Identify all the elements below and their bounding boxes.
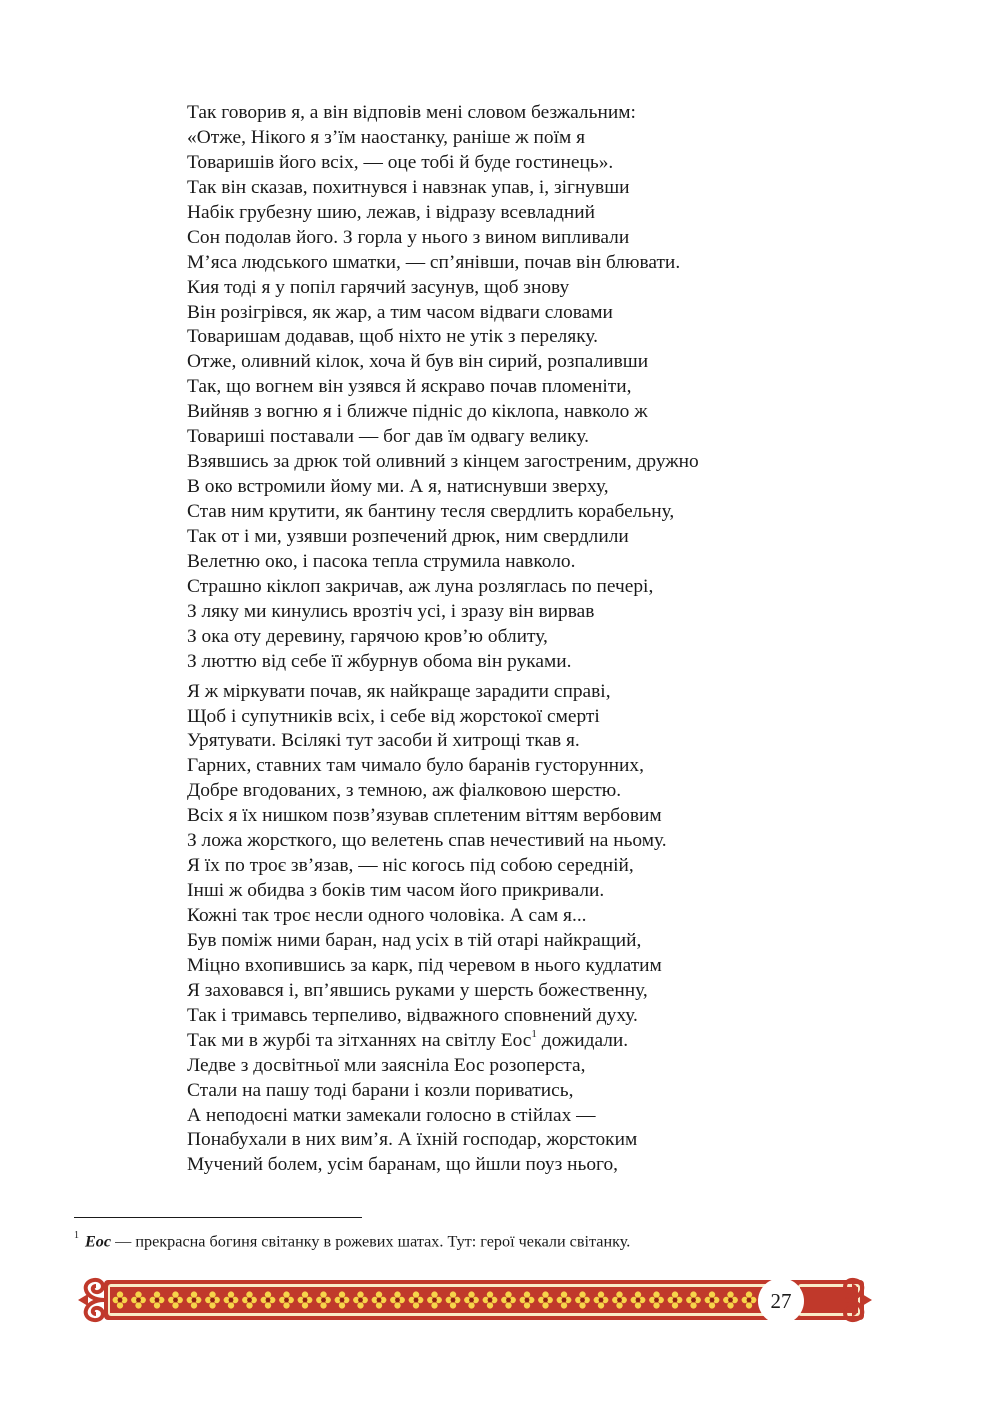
poem-line: Товаришів його всіх, — оце тобі й буде гостинець».: [187, 151, 614, 173]
poem-line: Так от і ми, узявши розпечений дрюк, ним свердлили: [187, 525, 629, 547]
footnote-separator: [74, 1217, 362, 1218]
poem-line: Був поміж ними баран, над усіх в тій отарі найкращий,: [187, 929, 642, 951]
poem-line-continuation: дожидали.: [536, 1029, 629, 1051]
poem-line: З ляку ми кинулись врозтіч усі, і зразу він вирвав: [187, 600, 595, 622]
stanza-2: [187, 680, 827, 1179]
poem-line: Став ним крутити, як бантину тесля свердлить корабельну,: [187, 501, 675, 522]
poem-line: Всіх я їх нишком позв’язував сплетеним віттям вербовим: [187, 805, 662, 827]
poem-line: В око встромили йому ми. А я, натиснувши зверху,: [187, 476, 609, 498]
poem-line: «Отже, Нікого я з’їм наостанку, раніше ж поїм я: [187, 126, 586, 148]
poem-line: Вийняв з вогню я і ближче підніс до кіклопа, навколо ж: [187, 401, 648, 423]
poem-line: Стали на пашу тоді барани і козли пориватись,: [187, 1079, 574, 1101]
poem-line: Він розігрівся, як жар, а тим часом відваги словами: [187, 301, 613, 323]
poem-line: Щоб і супутників всіх, і себе від жорстокої смерті: [187, 705, 600, 727]
poem-line: Сон подолав його. З горла у нього з вином випливали: [187, 226, 630, 248]
poem-line: М’яса людського шматки, — сп’янівши, почав він блювати.: [187, 251, 681, 273]
footnote-marker: 1: [74, 1230, 79, 1241]
stanza-1: [187, 101, 827, 675]
poem-line: Міцно вхопившись за карк, під черевом в нього кудлатим: [187, 954, 662, 976]
poem-line: Так говорив я, а він відповів мені словом безжальним:: [187, 102, 636, 123]
poem-line: Так ми в журбі та зітханнях на світлу Еос$^1$ дожидали.: [187, 1028, 629, 1051]
poem-line: Так і тримавсь терпеливо, відважного сповнений духу.: [187, 1004, 638, 1026]
poem-line: Кожні так троє несли одного чоловіка. А сам я...: [187, 905, 587, 926]
footnote-text: — прекрасна богиня світанку в рожевих шатах. Тут: герої чекали світанку.: [111, 1232, 631, 1251]
poem-line: Страшно кіклоп закричав, аж луна розляглась по печері,: [187, 575, 654, 597]
poem-line: Отже, оливний кілок, хоча й був він сирий, розпаливши: [187, 351, 649, 373]
poem-line: З ложа жорсткого, що велетень спав нечестивий на ньому.: [187, 830, 667, 852]
poem-line: З люттю від себе її жбурнув обома він руками.: [187, 650, 572, 672]
poem-line: Так він сказав, похитнувся і навзнак упав, і, зігнувши: [187, 176, 630, 198]
poem-line: Гарних, ставних там чимало було баранів густорунних,: [187, 755, 644, 777]
poem-line: Я ж міркувати почав, як найкраще зарадити справі,: [187, 680, 611, 702]
footnote: [74, 1228, 934, 1251]
poem-line: Кия тоді я у попіл гарячий засунув, щоб знову: [187, 276, 570, 298]
poem-line: Набік грубезну шию, лежав, і відразу всевладний: [187, 201, 596, 223]
footnote-reference: 1: [531, 1028, 537, 1041]
poem-line: Взявшись за дрюк той оливний з кінцем загостреним, дружно: [187, 451, 699, 473]
poem-line: А неподоєні матки замекали голосно в стійлах —: [187, 1104, 596, 1126]
decorative-border-ornament: [74, 1274, 874, 1326]
poem-line: Товариші поставали — бог дав їм одвагу велику.: [187, 426, 589, 448]
poem-line: Ледве з досвітньої мли заясніла Еос розоперста,: [187, 1054, 586, 1076]
right-scroll-ornament: [794, 1280, 872, 1320]
poem-line: Так, що вогнем він узявся й яскраво почав пломеніти,: [187, 376, 632, 398]
poem-line: Добре вгодованих, з темною, аж фіалковою шерстю.: [187, 780, 622, 802]
poem-line: Інші ж обидва з боків тим часом його прикривали.: [187, 880, 605, 902]
poem-text: [187, 101, 827, 1178]
poem-line: Понабухали в них вим’я. А їхній господар, жорстоким: [187, 1129, 638, 1151]
poem-line: Урятувати. Всілякі тут засоби й хитрощі ткав я.: [187, 730, 580, 752]
poem-line: Я їх по троє зв’язав, — ніс когось під собою середній,: [187, 855, 634, 877]
poem-line: Товаришам додавав, щоб ніхто не утік з переляку.: [187, 326, 599, 348]
footnote-term: Еос: [85, 1232, 112, 1251]
poem-line: Мучений болем, усім баранам, що йшли поуз нього,: [187, 1154, 619, 1176]
page-number: 27: [758, 1278, 804, 1324]
left-scroll-ornament: [78, 1280, 104, 1320]
poem-line: Велетню око, і пасока тепла струмила навколо.: [187, 550, 576, 572]
poem-line: Я заховався і, вп’явшись руками у шерсть божественну,: [187, 979, 648, 1001]
poem-line: З ока оту деревину, гарячою кров’ю облиту,: [187, 625, 548, 647]
